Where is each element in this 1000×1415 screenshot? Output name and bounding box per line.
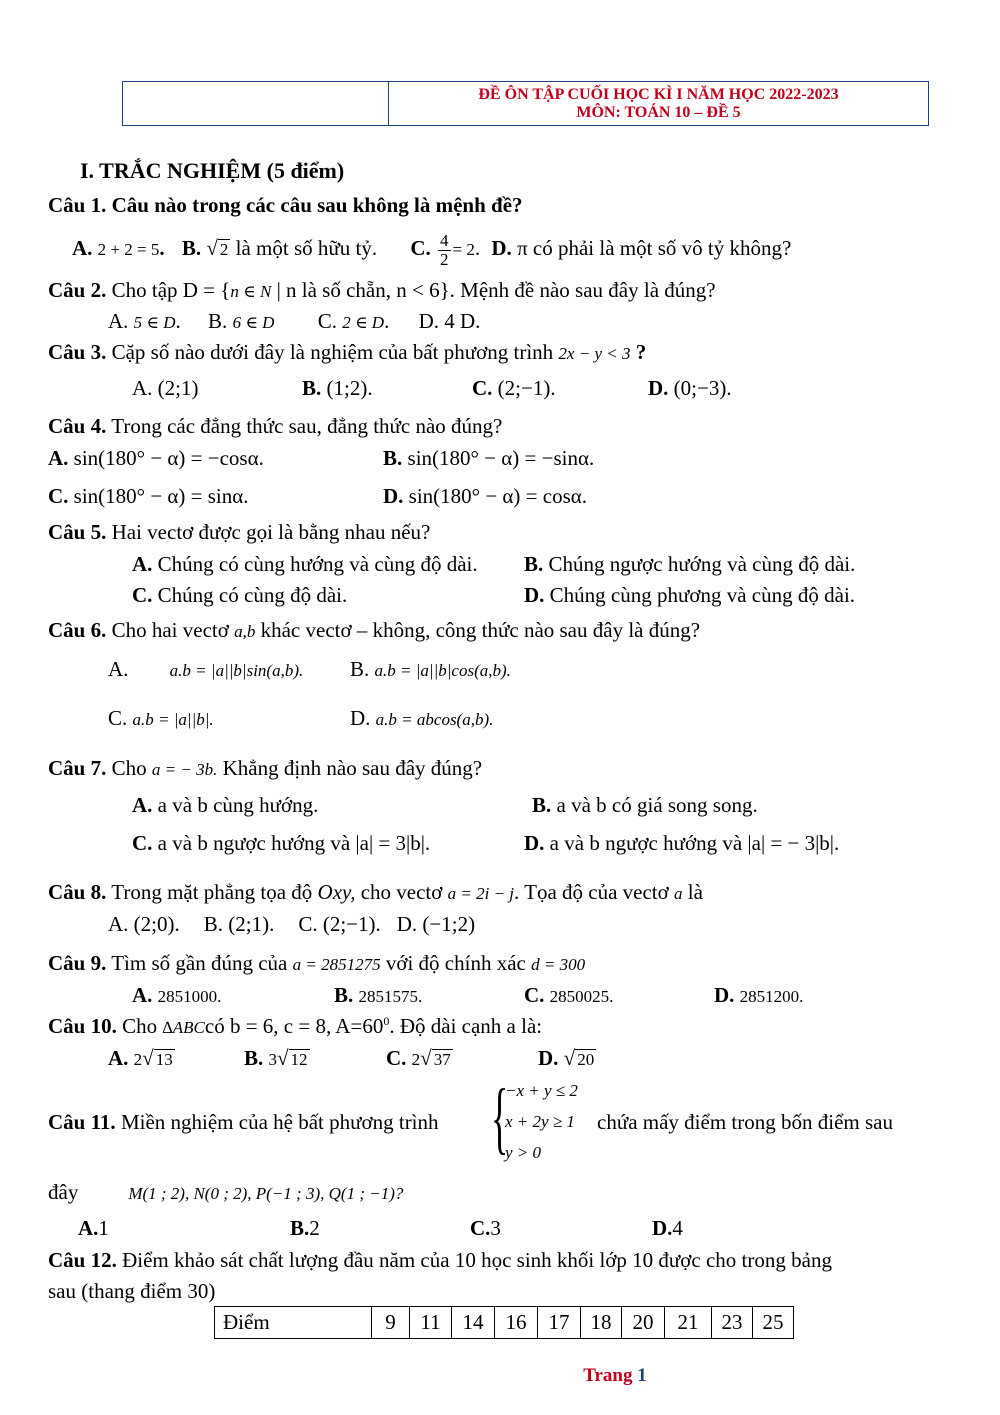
q8-options: A. (2;0). B. (2;1). C. (2;−1). D. (−1;2) (108, 912, 476, 936)
table-cell: 16 (495, 1307, 538, 1339)
q9-stem: Câu 9. Tìm số gần đúng của a = 2851275 với độ chính xác d = 300 (48, 951, 586, 975)
q3-opt-c: C. (2;−1). (472, 376, 556, 400)
q12-stem: Câu 12. Điểm khảo sát chất lượng đầu năm của 10 học sinh khối lớp 10 được cho trong bảng (48, 1248, 832, 1272)
q2-options: A. 5 ∈ D. B. 6 ∈ D C. 2 ∈ D. D. 4 D. (108, 309, 481, 333)
table-cell: 18 (581, 1307, 622, 1339)
q10-opt-a: A. 2√ 13 (108, 1046, 173, 1070)
q3-opt-b: B. (1;2). (302, 376, 373, 400)
table-cell: 21 (665, 1307, 712, 1339)
header-box (122, 81, 929, 126)
q5-opt-d: D. Chúng cùng phương và cùng độ dài. (524, 583, 856, 607)
q3-opt-a: A. (2;1) (132, 376, 199, 400)
table-header-cell: Điểm (215, 1307, 372, 1339)
q6-opt-d: D. a.b = abcos(a,b). (350, 706, 494, 730)
q11-stem: Câu 11. Miền nghiệm của hệ bất phương trình (48, 1110, 439, 1134)
q12-stem-2: sau (thang điểm 30) (48, 1279, 216, 1303)
table-cell: 11 (410, 1307, 452, 1339)
q5-opt-a: A. Chúng có cùng hướng và cùng độ dài. (132, 552, 478, 576)
q7-opt-d: D. a và b ngược hướng và |a| = − 3|b|. (524, 831, 840, 855)
q11-ineq-3: y > 0 (505, 1143, 542, 1162)
q11-points: đây M(1 ; 2), N(0 ; 2), P(−1 ; 3), Q(1 ; −1)? (48, 1180, 404, 1204)
q9-opt-c: C. 2850025. (524, 983, 614, 1007)
q11-opt-b: B.2 (290, 1216, 320, 1240)
q4-opt-b: B. sin(180° − α) = −sinα. (383, 446, 595, 470)
q11-opt-a: A.1 (78, 1216, 109, 1240)
q10-stem: Câu 10. Cho ∆ABCcó b = 6, c = 8, $A=60^0$. Độ dài cạnh a là: (48, 1014, 543, 1038)
q7-opt-b: B. a và b có giá song song. (532, 793, 758, 817)
q5-opt-b: B. Chúng ngược hướng và cùng độ dài. (524, 552, 856, 576)
table-row (215, 1307, 794, 1339)
system-brace: { (491, 1074, 509, 1162)
q6-opt-c: C. a.b = |a||b|. (108, 706, 214, 730)
score-table (214, 1306, 794, 1339)
q9-opt-d: D. 2851200. (714, 983, 804, 1007)
table-cell: 20 (622, 1307, 665, 1339)
q7-opt-c: C. a và b ngược hướng và |a| = 3|b|. (132, 831, 431, 855)
q8-stem: Câu 8. Trong mặt phẳng tọa độ Oxy, cho vectơ a = 2i − j. Tọa độ của vectơ a là (48, 880, 703, 904)
q11-opt-c: C.3 (470, 1216, 501, 1240)
footer-label: Trang (583, 1365, 633, 1386)
q4-opt-d: D. sin(180° − α) = cosα. (383, 484, 587, 508)
q10-opt-c: C. 2√ 37 (386, 1046, 451, 1070)
q11-ineq-2: x + 2y ≥ 1 (505, 1112, 575, 1131)
header-subject: MÔN: TOÁN 10 – ĐỀ 5 (576, 104, 741, 121)
q10-opt-d: D. √ 20 (538, 1046, 595, 1070)
q2-stem: Câu 2. Cho tập D = {n ∈ N | n là số chẵn, n < 6}. Mệnh đề nào sau đây là đúng? (48, 278, 716, 302)
q7-stem: Câu 7. Cho a = − 3b. Khẳng định nào sau đây đúng? (48, 756, 483, 780)
q5-opt-c: C. Chúng có cùng độ dài. (132, 583, 348, 607)
page-number: 1 (637, 1365, 647, 1386)
q9-opt-a: A. 2851000. (132, 983, 222, 1007)
page-footer (0, 1365, 1000, 1387)
q11-ineq-1: −x + y ≤ 2 (505, 1081, 578, 1100)
header-title: ĐỀ ÔN TẬP CUỐI HỌC KÌ I NĂM HỌC 2022-2023 (478, 86, 839, 103)
q7-opt-a: A. a và b cùng hướng. (132, 793, 319, 817)
q4-opt-c: C. sin(180° − α) = sinα. (48, 484, 249, 508)
section-title: I. TRẮC NGHIỆM (5 điểm) (80, 158, 345, 183)
q4-opt-a: A. sin(180° − α) = −cosα. (48, 446, 264, 470)
q5-stem: Câu 5. Hai vectơ được gọi là bằng nhau nếu? (48, 520, 431, 544)
table-cell: 25 (753, 1307, 794, 1339)
q6-stem: Câu 6. Cho hai vectơ a,b khác vectơ – không, công thức nào sau đây là đúng? (48, 618, 701, 642)
q10-opt-b: B. 3√ 12 (244, 1046, 308, 1070)
q1-stem: Câu 1. Câu nào trong các câu sau không là mệnh đề? (48, 193, 523, 217)
q3-stem: Câu 3. Cặp số nào dưới đây là nghiệm của bất phương trình 2x − y < 3 ? (48, 340, 647, 364)
q3-opt-d: D. (0;−3). (648, 376, 732, 400)
q6-opt-a: A. a.b = |a||b|sin(a,b). (108, 657, 304, 681)
q6-opt-b: B. a.b = |a||b|cos(a,b). (350, 657, 511, 681)
table-cell: 14 (452, 1307, 495, 1339)
q1-options: A. 2 + 2 = 5. B. √ 2 là một số hữu tỷ. C. $\frac{4}{2}$ = 2. D. π có phải là một số vô tỷ không? (72, 231, 792, 269)
q11-opt-d: D.4 (652, 1216, 683, 1240)
q11-stem-tail: chứa mấy điểm trong bốn điểm sau (597, 1110, 893, 1134)
q4-stem: Câu 4. Trong các đẳng thức sau, đẳng thức nào đúng? (48, 414, 503, 438)
q9-opt-b: B. 2851575. (334, 983, 423, 1007)
table-cell: 23 (712, 1307, 753, 1339)
table-cell: 17 (538, 1307, 581, 1339)
table-cell: 9 (372, 1307, 410, 1339)
